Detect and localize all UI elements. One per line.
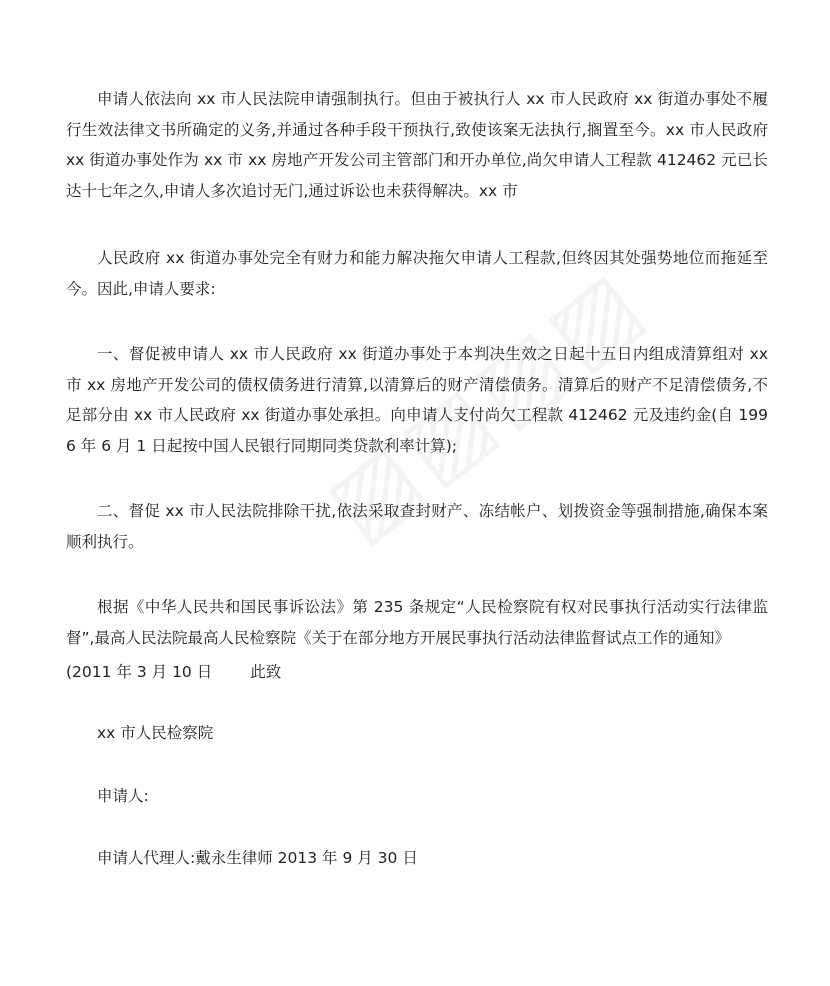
closing-text: 此致 [250,663,282,681]
recipient: xx 市人民检察院 [97,724,214,742]
date-closing-line [66,657,281,687]
date-line: (2011 年 3 月 10 日 [66,663,213,681]
paragraph-2: 人民政府 xx 街道办事处完全有财力和能力解决拖欠申请人工程款,但终因其处强势地位而拖延至今。因此,申请人要求: [66,249,768,298]
paragraph-1: 申请人依法向 xx 市人民法院申请强制执行。但由于被执行人 xx 市人民政府 xx 街道办事处不履行生效法律文书所确定的义务,并通过各种手段干预执行,致使该案无法执行,搁置至今。xx 市人民政府 xx 街道办事处作为 xx 市 xx 房地产开发公司主管部门和开办单位,尚欠申请人工程款 412462 元已长达十七年之久,申请人多次追讨无门,通过诉讼也未获得解决。xx 市 [66,90,768,200]
applicant-label: 申请人: [97,787,149,805]
paragraph-4: 二、督促 xx 市人民法院排除干扰,依法采取查封财产、冻结帐户、划拨资金等强制措施,确保本案顺利执行。 [66,502,768,551]
paragraph-3: 一、督促被申请人 xx 市人民政府 xx 街道办事处于本判决生效之日起十五日内组成清算组对 xx 市 xx 房地产开发公司的债权债务进行清算,以清算后的财产清偿债务。清算后的财产不足清偿债务,不足部分由 xx 市人民政府 xx 街道办事处承担。向申请人支付尚欠工程款 412462 元及违约金(自 1996 年 6 月 1 日起按中国人民银行同期同类贷款利率计算); [66,345,768,455]
agent-signature-line: 申请人代理人:戴永生律师 2013 年 9 月 30 日 [97,849,418,867]
paragraph-5: 根据《中华人民共和国民事诉讼法》第 235 条规定“人民检察院有权对民事执行活动实行法律监督”,最高人民法院最高人民检察院《关于在部分地方开展民事执行活动法律监督试点工作的通知》 [66,598,768,647]
